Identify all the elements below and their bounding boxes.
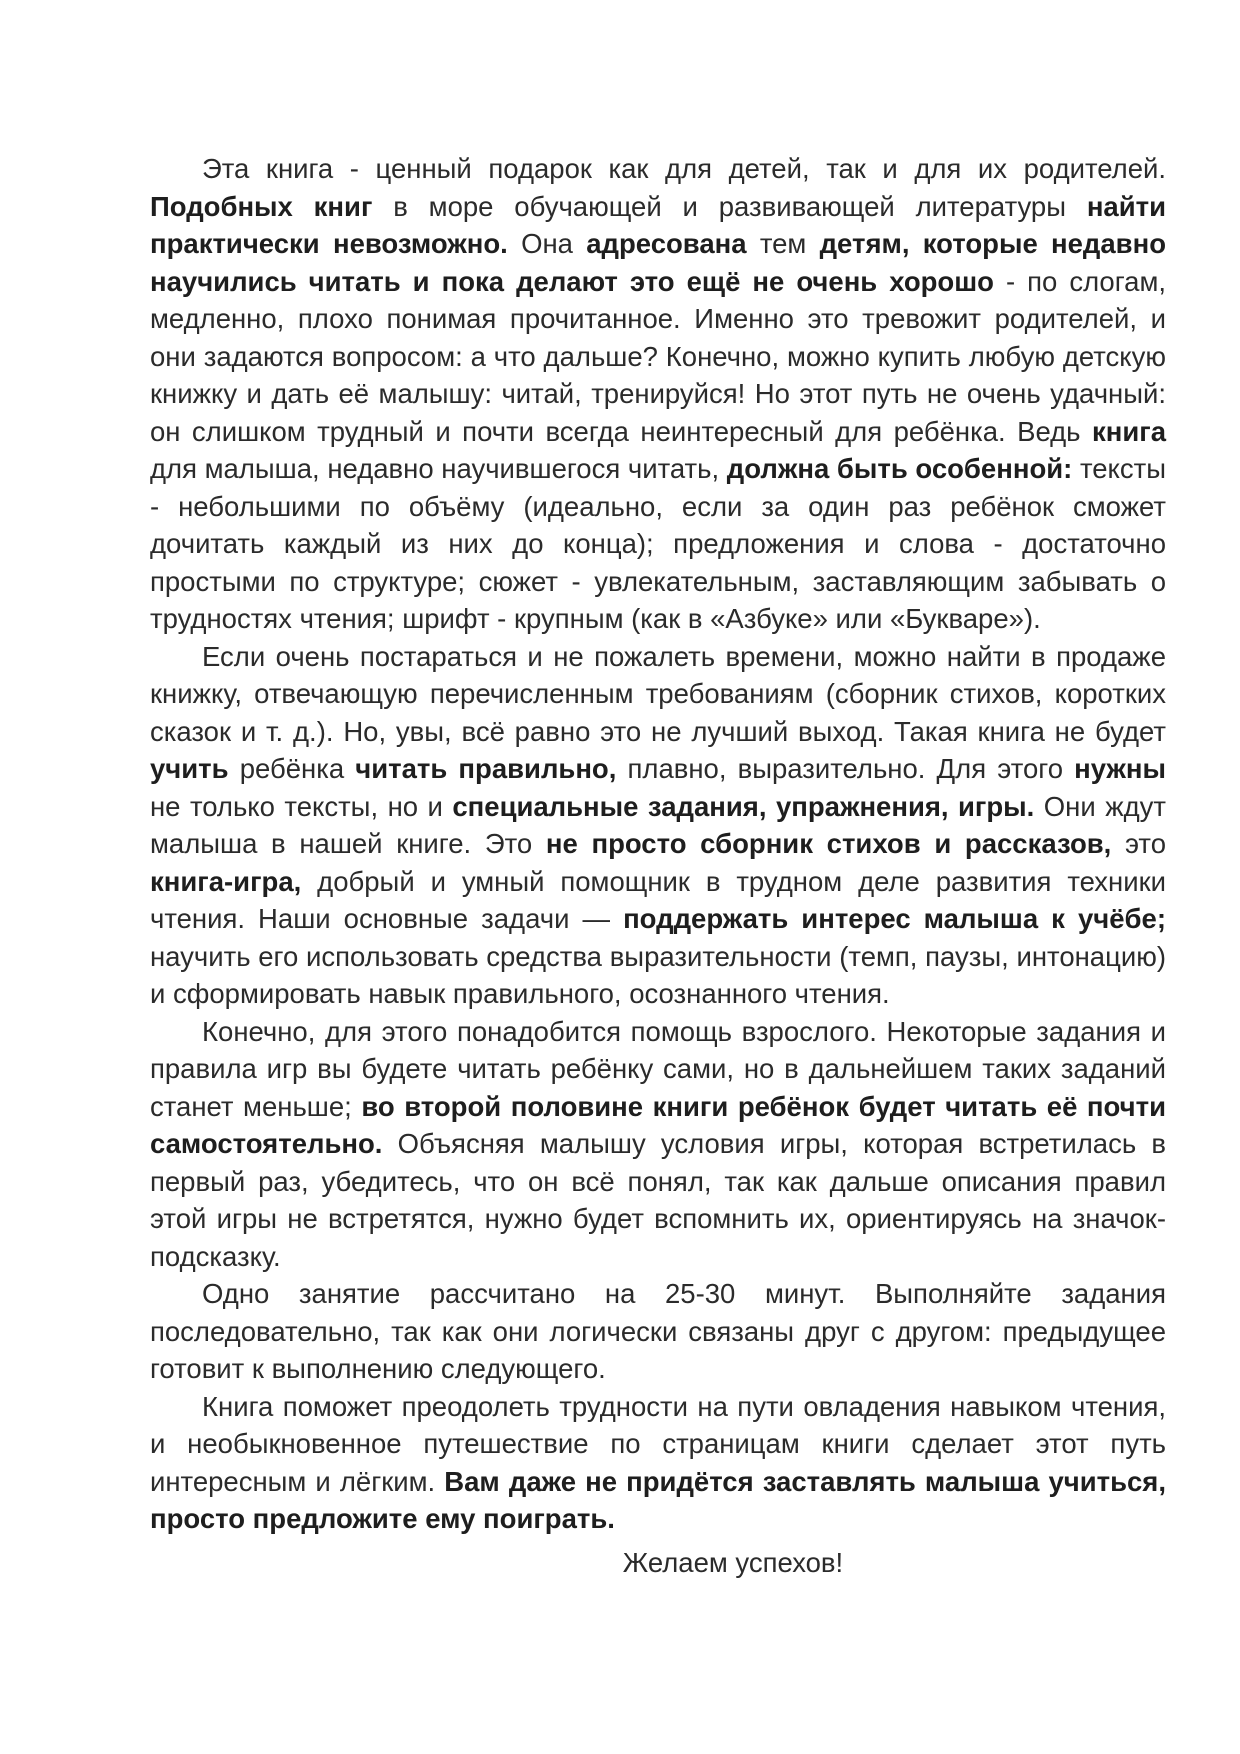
- bold-text-run: книга-игра,: [150, 865, 302, 897]
- document-page: [150, 150, 1166, 1581]
- bold-text-run: книга: [1091, 415, 1166, 447]
- text-run: в море обучающей и развивающей литературы: [372, 190, 1087, 222]
- bold-text-run: учить: [150, 753, 229, 784]
- text-run: - по слогам, медленно, плохо понимая прочитанное. Именно это тревожит родителей, и они задаются вопросом: а что дальше? Конечно, можно купить любую детскую книжку и дать её малышу: читай, тренируйся! Но этот путь не очень удачный: он слишком трудный и почти всегда неинтересный для ребёнка. Ведь: [150, 265, 1166, 447]
- paragraph: [150, 150, 1166, 638]
- bold-text-run: читать правильно,: [355, 753, 617, 784]
- bold-text-run: специальные задания, упражнения, игры.: [452, 790, 1035, 822]
- paragraph: [150, 638, 1166, 1013]
- text-run: Объясняя малышу условия игры, которая встретилась в первый раз, убедитесь, что он всё понял, так как дальше описания правил этой игры не встретятся, нужно будет вспомнить их, ориентируясь на значок-подсказку.: [150, 1128, 1166, 1272]
- text-run: Если очень постараться и не пожалеть времени, можно найти в продаже книжку, отвечающую перечисленным требованиям (сборник стихов, коротких сказок и т. д.). Но, увы, всё равно это не лучший выход. Такая книга не будет: [150, 640, 1166, 747]
- bold-text-run: во второй половине книги ребёнок будет читать её почти самостоятельно.: [150, 1090, 1166, 1159]
- text-run: Эта книга - ценный подарок как для детей, так и для их родителей.: [202, 153, 1166, 184]
- paragraph: [150, 1275, 1166, 1388]
- bold-text-run: не просто сборник стихов и рассказов,: [545, 828, 1112, 859]
- closing-wish: Желаем успехов!: [622, 1546, 844, 1578]
- text-run: Книга поможет преодолеть трудности на пути овладения навыком чтения, и необыкновенное путешествие по страницам книги сделает этот путь интересным и лёгким.: [150, 1390, 1166, 1497]
- bold-text-run: Вам даже не придётся заставлять малыша учиться, просто предложите ему поиграть.: [150, 1465, 1166, 1534]
- text-run: Они ждут малыша в нашей книге. Это: [150, 790, 1166, 859]
- text-run: это: [1111, 828, 1167, 859]
- text-run: не только тексты, но и: [150, 790, 453, 822]
- body-text: [150, 150, 1166, 1538]
- bold-text-run: детям, которые недавно научились читать и пока делают это ещё не очень хорошо: [150, 228, 1166, 297]
- paragraph: [150, 1388, 1166, 1538]
- bold-text-run: Подобных книг: [150, 190, 373, 222]
- text-run: для малыша, недавно научившегося читать,: [150, 453, 727, 484]
- text-run: Конечно, для этого понадобится помощь взрослого. Некоторые задания и правила игр вы будете читать ребёнку сами, но в дальнейшем таких заданий станет меньше;: [150, 1015, 1166, 1122]
- bold-text-run: найти практически невозможно.: [150, 190, 1166, 259]
- paragraph: [150, 1013, 1166, 1276]
- bold-text-run: должна быть особенной:: [726, 453, 1073, 484]
- text-run: научить его использовать средства выразительности (темп, паузы, интонацию) и сформировать навык правильного, осознанного чтения.: [150, 940, 1166, 1009]
- text-run: Она: [507, 228, 587, 259]
- text-run: ребёнка: [228, 753, 356, 784]
- text-run: плавно, выразительно. Для этого: [616, 753, 1075, 784]
- text-run: тем: [746, 228, 820, 259]
- text-run: Одно занятие рассчитано на 25-30 минут. Выполняйте задания последовательно, так как они логически связаны друг с другом: предыдущее готовит к выполнению следующего.: [150, 1278, 1166, 1384]
- bold-text-run: нужны: [1074, 753, 1166, 784]
- bold-text-run: адресована: [586, 228, 747, 259]
- bold-text-run: поддержать интерес малыша к учёбе;: [623, 903, 1166, 934]
- text-run: добрый и умный помощник в трудном деле развития техники чтения. Наши основные задачи —: [150, 865, 1166, 934]
- text-run: тексты - небольшими по объёму (идеально, если за один раз ребёнок сможет дочитать каждый из них до конца); предложения и слова - достаточно простыми по структуре; сюжет - увлекательным, заставляющим забывать о трудностях чтения; шрифт - крупным (как в «Азбуке» или «Букваре»).: [150, 453, 1167, 634]
